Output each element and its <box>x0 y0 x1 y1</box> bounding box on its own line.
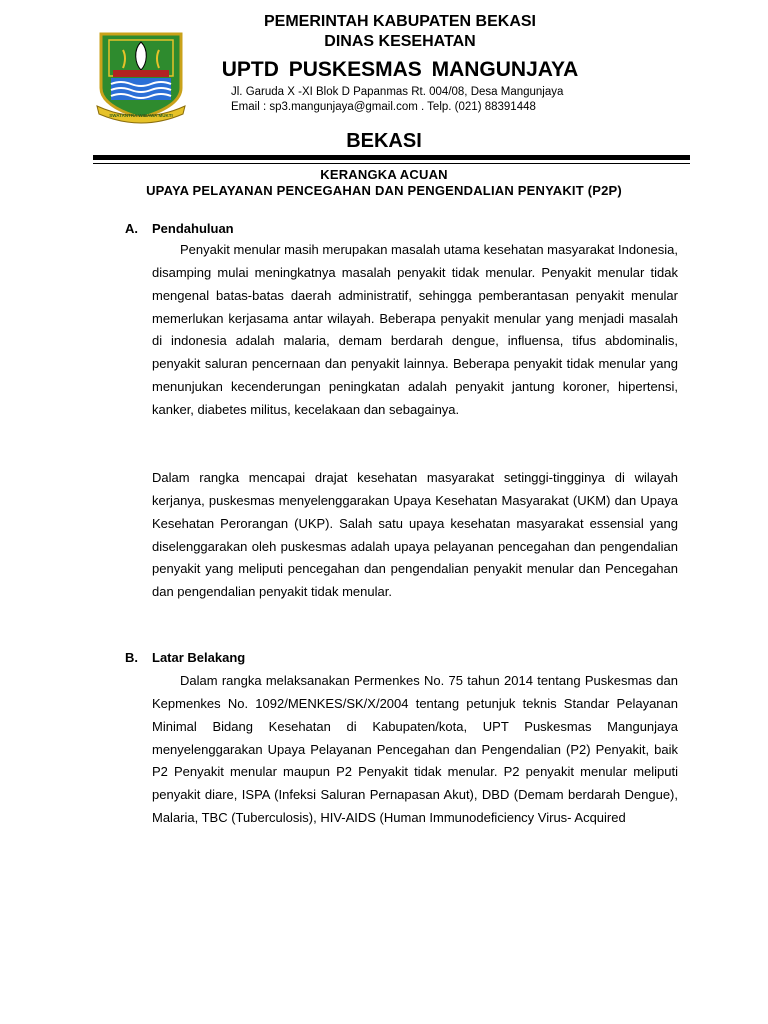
section-heading-b <box>125 650 245 665</box>
paragraph: Penyakit menular masih merupakan masalah utama kesehatan masyarakat Indonesia, disamping mulai meningkatnya masalah penyakit tidak menular. Penyakit menular tidak mengenal batas-batas daerah administratif, sehingga pemberantasan penyakit menular memerlukan kerjasama antar wilayah. Beberapa penyakit menular yang menjadi masalah di indonesia adalah malaria, demam berdarah dengue, influensa, tifus abdominalis, penyakit saluran pencernaan dan penyakit lainnya. Beberapa penyakit tidak menular yang menunjukan kecenderungan peningkatan adalah penyakit jantung koroner, hipertensi, kanker, diabetes militus, kecelakaan dan sebagainya. <box>152 242 678 417</box>
paragraph: Dalam rangka mencapai drajat kesehatan masyarakat setinggi-tingginya di wilayah kerjanya, puskesmas menyelenggarakan Upaya Kesehatan Masyarakat (UKM) dan Upaya Kesehatan Perorangan (UKP). Salah satu upaya kesehatan masyarakat essensial yang diselenggarakan oleh puskesmas adalah upaya pelayanan pencegahan dan pengendalian penyakit yang meliputi pencegahan dan pengendalian penyakit menular dan Pencegahan dan pengendalian penyakit tidak menular. <box>152 470 678 600</box>
header-address: Jl. Garuda X -XI Blok D Papanmas Rt. 004/08, Desa Mangunjaya <box>231 86 564 98</box>
section-heading-a <box>125 221 234 236</box>
document-title: KERANGKA ACUAN <box>320 167 448 182</box>
header-contact: Email : sp3.mangunjaya@gmail.com . Telp. (021) 88391448 <box>231 101 536 113</box>
letterhead-divider-thick <box>93 155 690 160</box>
paragraph: Dalam rangka melaksanakan Permenkes No. 75 tahun 2014 tentang Puskesmas dan Kepmenkes No. 1092/MENKES/SK/X/2004 tentang petunjuk teknis Standar Pelayanan Minimal Bidang Kesehatan di Kabupaten/kota, UPT Puskesmas Mangunjaya menyelenggarakan Upaya Pelayanan Pencegahan dan Pengendalian (P2) Penyakit, baik P2 Penyakit menular maupun P2 Penyakit tidak menular. P2 penyakit menular meliputi penyakit diare, ISPA (Infeksi Saluran Pernapasan Akut), DBD (Demam berdarah Dengue), Malaria, TBC (Tuberculosis), HIV-AIDS (Human Immunodeficiency Virus- Acquired <box>152 673 678 826</box>
header-institution-name: UPTD PUSKESMAS MANGUNJAYA <box>221 58 579 81</box>
section-title: Pendahuluan <box>152 221 234 236</box>
letterhead-divider-thin <box>93 163 690 164</box>
header-city: BEKASI <box>346 130 422 152</box>
logo-banner-text: SWATANTRA WIBAWA MUKTI <box>109 113 173 118</box>
document-subtitle: UPAYA PELAYANAN PENCEGAHAN DAN PENGENDALIAN PENYAKIT (P2P) <box>146 183 622 198</box>
header-government-line: PEMERINTAH KABUPATEN BEKASI <box>263 13 536 30</box>
kabupaten-bekasi-logo <box>93 28 189 126</box>
section-label: A. <box>125 221 138 236</box>
section-title: Latar Belakang <box>152 650 246 665</box>
section-label: B. <box>125 650 138 665</box>
header-department-line: DINAS KESEHATAN <box>324 33 476 50</box>
